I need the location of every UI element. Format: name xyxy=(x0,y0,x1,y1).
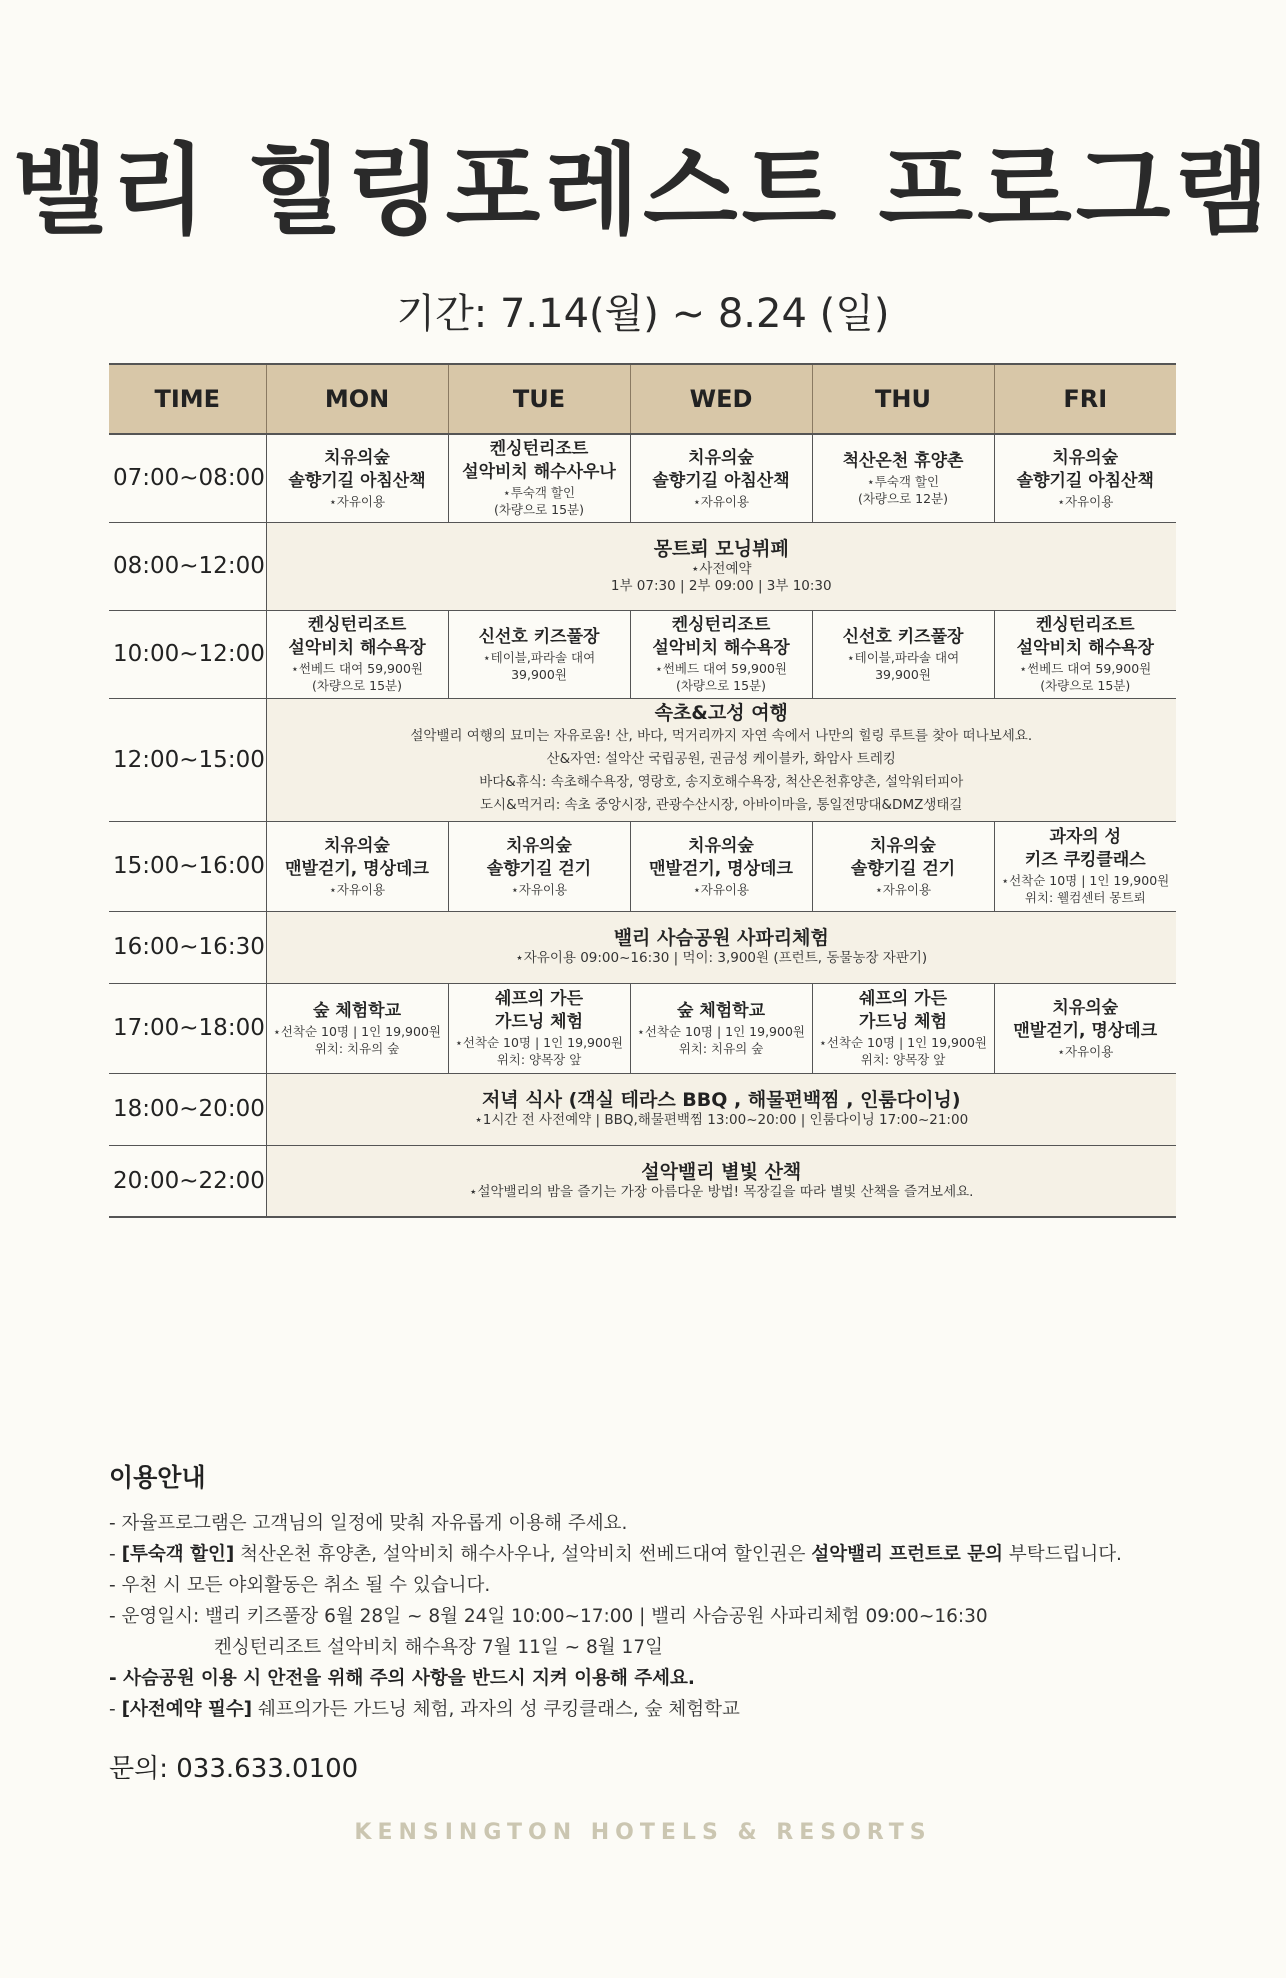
emphasis-text: [사전예약 필수] xyxy=(121,1699,253,1720)
program-title: 설악비치 해수욕장 xyxy=(288,638,426,658)
program-note: ⋆테이블,파라솔 대여 xyxy=(846,649,960,665)
emphasis-text: [투숙객 할인] xyxy=(121,1544,235,1565)
program-note: 39,900원 xyxy=(511,666,567,682)
program-title: 치유의숲 xyxy=(1052,447,1119,468)
program-title: 저녁 식사 (객실 테라스 BBQ , 해물편백찜 , 인룸다이닝) xyxy=(481,1089,961,1111)
program-note: ⋆자유이용 xyxy=(1057,1043,1114,1059)
usage-guide-item xyxy=(109,1601,1189,1663)
schedule-table xyxy=(109,363,1176,1218)
program-cell xyxy=(812,983,994,1073)
program-title: 치유의숲 xyxy=(324,447,390,468)
program-cell xyxy=(812,821,994,911)
program-note: 39,900원 xyxy=(875,666,931,682)
usage-guide-heading: 이용안내 xyxy=(109,1463,206,1492)
program-note: 위치: 양목장 앞 xyxy=(496,1052,582,1067)
usage-guide-item xyxy=(109,1694,1189,1725)
program-title: 맨발걷기, 명상데크 xyxy=(285,858,429,879)
program-note: ⋆설악밸리의 밤을 즐기는 가장 아름다운 방법! 목장길을 따라 별빛 산책을 즐겨보세요. xyxy=(469,1183,974,1200)
program-note: ⋆자유이용 xyxy=(692,881,750,897)
program-note: ⋆자유이용 xyxy=(510,881,568,897)
column-header-wed: WED xyxy=(630,364,812,434)
program-wide-cell xyxy=(266,698,1176,821)
program-note: 산&자연: 설악산 국립공원, 권금성 케이블카, 화암사 트레킹 xyxy=(546,751,896,767)
time-slot: 08:00~12:00 xyxy=(109,522,266,610)
program-title: 속초&고성 여행 xyxy=(654,702,788,724)
program-cell xyxy=(630,821,812,911)
table-row xyxy=(109,1145,1176,1217)
program-title: 솔향기길 아침산책 xyxy=(652,470,790,491)
program-note: ⋆1시간 전 사전예약 | BBQ,해물편백찜 13:00~20:00 | 인룸다이닝 17:00~21:00 xyxy=(474,1112,969,1128)
program-cell xyxy=(266,434,448,522)
time-slot: 20:00~22:00 xyxy=(109,1145,266,1217)
emphasis-text: - 사슴공원 이용 시 안전을 위해 주의 사항을 반드시 지켜 이용해 주세요. xyxy=(109,1668,695,1689)
program-title: 쉐프의 가든 xyxy=(858,989,948,1009)
guide-text: - 우천 시 모든 야외활동은 취소 될 수 있습니다. xyxy=(109,1575,491,1596)
program-note: 바다&휴식: 속초해수욕장, 영랑호, 송지호해수욕장, 척산온천휴양촌, 설악워터피아 xyxy=(479,774,964,790)
program-note: (차량으로 15분) xyxy=(675,678,766,693)
usage-guide-list xyxy=(109,1508,1189,1725)
program-title: 켄싱턴리조트 xyxy=(671,615,771,635)
footer-brand: KENSINGTON HOTELS & RESORTS xyxy=(354,1820,932,1845)
program-cell xyxy=(812,610,994,698)
table-row xyxy=(109,983,1176,1073)
guide-text: - 운영일시: 밸리 키즈풀장 6월 28일 ~ 8월 24일 10:00~17:00 | 밸리 사슴공원 사파리체험 09:00~16:30 xyxy=(109,1606,988,1627)
emphasis-text: 설악밸리 프런트로 문의 xyxy=(811,1544,1003,1565)
table-header-row xyxy=(109,364,1176,434)
program-cell xyxy=(994,983,1176,1073)
program-note: ⋆자유이용 xyxy=(1057,493,1114,509)
program-note: ⋆사전예약 xyxy=(690,560,752,577)
program-note: ⋆자유이용 09:00~16:30 | 먹이: 3,900원 (프런트, 동물농장 자판기) xyxy=(515,950,928,966)
guide-text: - 자율프로그램은 고객님의 일정에 맞춰 자유롭게 이용해 주세요. xyxy=(109,1513,628,1534)
program-note: ⋆썬베드 대여 59,900원 xyxy=(655,661,787,676)
program-note: ⋆투숙객 할인 xyxy=(502,485,576,501)
program-note: ⋆썬베드 대여 59,900원 xyxy=(1019,661,1152,676)
program-title: 솔향기길 아침산책 xyxy=(288,470,426,491)
program-note: (차량으로 15분) xyxy=(493,502,584,518)
program-note: ⋆투숙객 할인 xyxy=(866,473,940,489)
time-slot: 18:00~20:00 xyxy=(109,1073,266,1145)
program-note: ⋆선착순 10명 | 1인 19,900원 xyxy=(819,1035,987,1050)
guide-text: 부탁드립니다. xyxy=(1002,1544,1122,1565)
program-cell xyxy=(994,821,1176,911)
guide-subline: 켄싱턴리조트 설악비치 해수욕장 7월 11일 ~ 8월 17일 xyxy=(214,1637,663,1658)
table-row xyxy=(109,434,1176,522)
time-slot: 15:00~16:00 xyxy=(109,821,266,911)
program-note: 위치: 웰컴센터 몽트뢰 xyxy=(1024,890,1146,905)
contact-phone: 문의: 033.633.0100 xyxy=(109,1754,359,1784)
program-cell xyxy=(630,983,812,1073)
program-title: 치유의숲 xyxy=(1052,997,1119,1018)
program-title: 치유의숲 xyxy=(688,835,754,856)
program-note: 위치: 치유의 숲 xyxy=(314,1040,400,1056)
program-title: 신선호 키즈풀장 xyxy=(842,626,964,647)
program-note: 위치: 양목장 앞 xyxy=(860,1052,946,1067)
table-row xyxy=(109,610,1176,698)
usage-guide-item xyxy=(109,1508,1189,1539)
program-title: 치유의숲 xyxy=(506,835,572,856)
program-title: 가드닝 체험 xyxy=(858,1012,948,1032)
program-title: 가드닝 체험 xyxy=(494,1012,584,1032)
table-row xyxy=(109,1073,1176,1145)
guide-text: 쉐프의가든 가드닝 체험, 과자의 성 쿠킹클래스, 숲 체험학교 xyxy=(252,1699,740,1720)
usage-guide-item xyxy=(109,1570,1189,1601)
program-note: ⋆선착순 10명 | 1인 19,900원 xyxy=(273,1023,441,1039)
program-cell xyxy=(448,821,630,911)
table-row xyxy=(109,698,1176,821)
program-note: 1부 07:30 | 2부 09:00 | 3부 10:30 xyxy=(610,577,832,594)
program-note: ⋆선착순 10명 | 1인 19,900원 xyxy=(637,1023,805,1039)
program-cell xyxy=(266,821,448,911)
program-title: 치유의숲 xyxy=(870,835,936,856)
program-wide-cell xyxy=(266,911,1176,983)
program-title: 설악밸리 별빛 산책 xyxy=(641,1160,802,1183)
guide-text: 척산온천 휴양촌, 설악비치 해수사우나, 설악비치 썬베드대여 할인권은 xyxy=(234,1544,812,1565)
program-title: 설악비치 해수사우나 xyxy=(462,462,616,483)
program-note: (차량으로 15분) xyxy=(1040,678,1131,693)
program-cell xyxy=(812,434,994,522)
usage-guide xyxy=(109,1458,1189,1725)
program-note: (차량으로 15분) xyxy=(311,678,402,693)
program-note: ⋆썬베드 대여 59,900원 xyxy=(291,661,423,676)
program-note: ⋆선착순 10명 | 1인 19,900원 xyxy=(455,1035,623,1050)
program-cell xyxy=(630,610,812,698)
program-title: 설악비치 해수욕장 xyxy=(1016,638,1154,658)
program-cell xyxy=(266,983,448,1073)
period-text: 기간: 7.14(월) ~ 8.24 (일) xyxy=(396,291,890,337)
program-cell xyxy=(448,434,630,522)
program-note: ⋆자유이용 xyxy=(328,493,386,509)
program-note: ⋆자유이용 xyxy=(874,881,932,897)
program-note: (차량으로 12분) xyxy=(857,490,948,506)
time-slot: 12:00~15:00 xyxy=(109,698,266,821)
program-note: ⋆자유이용 xyxy=(328,881,386,897)
page-title: 밸리 힐링포레스트 프로그램 xyxy=(12,134,1274,248)
program-wide-cell xyxy=(266,1145,1176,1217)
program-title: 쉐프의 가든 xyxy=(494,989,584,1009)
program-title: 켄싱턴리조트 xyxy=(307,615,407,635)
program-title: 치유의숲 xyxy=(324,835,390,856)
time-slot: 16:00~16:30 xyxy=(109,911,266,983)
program-title: 몽트뢰 모닝뷔페 xyxy=(653,537,789,560)
program-title: 설악비치 해수욕장 xyxy=(652,638,790,658)
program-cell xyxy=(994,434,1176,522)
column-header-tue: TUE xyxy=(448,364,630,434)
program-note: ⋆테이블,파라솔 대여 xyxy=(482,649,596,665)
program-cell xyxy=(630,434,812,522)
column-header-mon: MON xyxy=(266,364,448,434)
table-body xyxy=(109,434,1176,1217)
program-title: 과자의 성 xyxy=(1049,827,1122,847)
program-cell xyxy=(448,610,630,698)
program-wide-cell xyxy=(266,522,1176,610)
program-title: 밸리 사슴공원 사파리체험 xyxy=(613,927,829,949)
program-cell xyxy=(266,610,448,698)
table-row xyxy=(109,911,1176,983)
guide-text: - xyxy=(109,1699,122,1720)
usage-guide-item xyxy=(109,1663,1189,1694)
time-slot: 10:00~12:00 xyxy=(109,610,266,698)
program-title: 솔향기길 걷기 xyxy=(486,858,592,879)
program-title: 숲 체험학교 xyxy=(312,1000,402,1021)
program-cell xyxy=(448,983,630,1073)
program-note: 위치: 치유의 숲 xyxy=(678,1040,764,1056)
guide-text: - xyxy=(109,1544,122,1565)
program-title: 켄싱턴리조트 xyxy=(1035,615,1135,635)
program-cell xyxy=(994,610,1176,698)
table-row xyxy=(109,522,1176,610)
usage-guide-item xyxy=(109,1539,1189,1570)
program-note: ⋆자유이용 xyxy=(692,493,750,509)
program-title: 솔향기길 아침산책 xyxy=(1016,470,1154,491)
program-note: 설악밸리 여행의 묘미는 자유로움! 산, 바다, 먹거리까지 자연 속에서 나만의 힐링 루트를 찾아 떠나보세요. xyxy=(410,728,1033,744)
program-title: 숲 체험학교 xyxy=(676,1000,766,1021)
program-title: 솔향기길 걷기 xyxy=(850,858,956,879)
program-title: 척산온천 휴양촌 xyxy=(842,450,964,471)
column-header-fri: FRI xyxy=(994,364,1176,434)
program-title: 치유의숲 xyxy=(688,447,754,468)
program-title: 맨발걷기, 명상데크 xyxy=(1013,1020,1158,1041)
program-title: 신선호 키즈풀장 xyxy=(478,626,600,647)
program-note: 도시&먹거리: 속초 중앙시장, 관광수산시장, 아바이마을, 통일전망대&DMZ생태길 xyxy=(480,797,963,813)
time-slot: 07:00~08:00 xyxy=(109,434,266,522)
program-note: ⋆선착순 10명 | 1인 19,900원 xyxy=(1001,873,1170,888)
program-title: 켄싱턴리조트 xyxy=(489,439,589,460)
program-title: 키즈 쿠킹클래스 xyxy=(1024,850,1146,870)
table-row xyxy=(109,821,1176,911)
column-header-time: TIME xyxy=(109,364,266,434)
program-wide-cell xyxy=(266,1073,1176,1145)
column-header-thu: THU xyxy=(812,364,994,434)
time-slot: 17:00~18:00 xyxy=(109,983,266,1073)
program-title: 맨발걷기, 명상데크 xyxy=(649,858,793,879)
